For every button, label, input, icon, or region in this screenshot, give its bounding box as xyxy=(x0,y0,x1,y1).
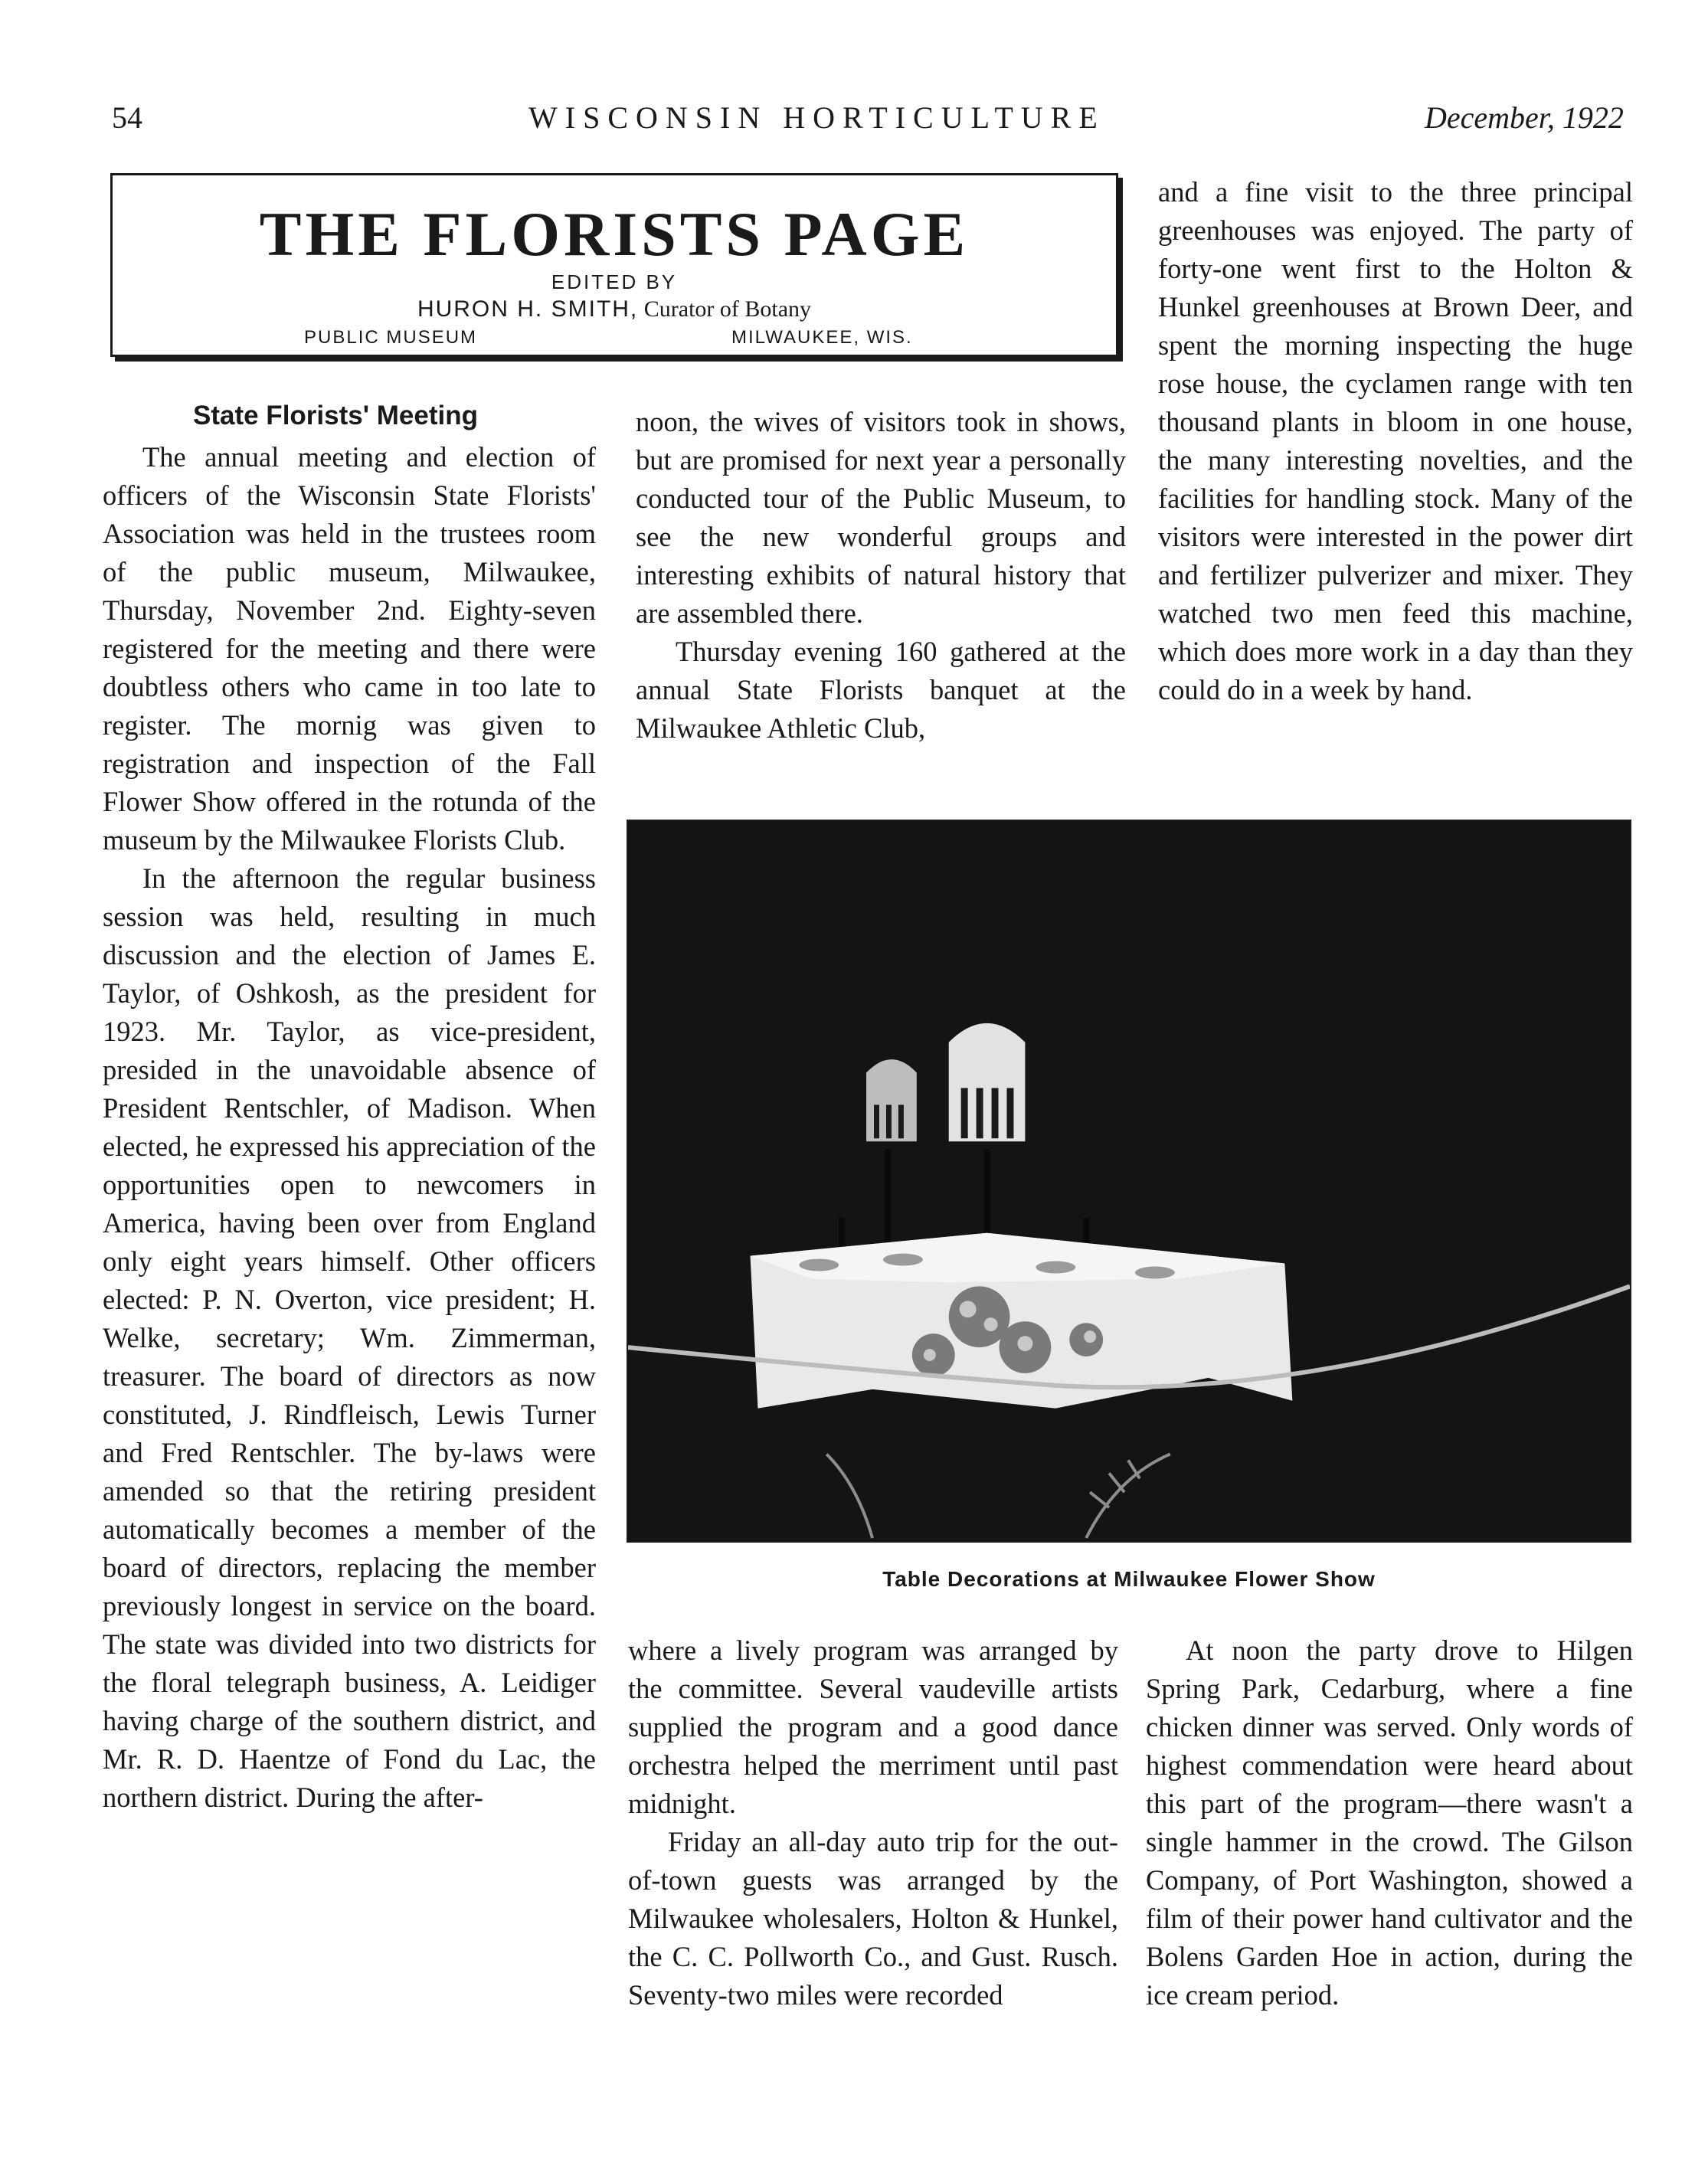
paragraph: Friday an all-day auto trip for the out-of-town guests was arranged by the Milwaukee wholesalers, Holton & Hunkel, the C. C. Pollworth Co., and Gust. Rusch. Seventy-two miles were recorded xyxy=(628,1826,1118,2011)
page-number: 54 xyxy=(112,100,142,135)
paragraph: and a fine visit to the three principal greenhouses was enjoyed. The party of forty-one went first to the Holton & Hunkel greenhouses at Brown Deer, and spent the morning inspecting the huge rose house, the cyclamen range with ten thousand plants in bloom in one house, the many interesting novelties, and the facilities for handling stock. Many of the visitors were interested in the power dirt and fertilizer pulverizer and mixer. They watched two men feed this machine, which does more work in a day than they could do in a week by hand. xyxy=(1158,176,1633,705)
paragraph: Thursday evening 160 gathered at the annual State Florists banquet at the Milwaukee Athletic Club, xyxy=(636,636,1126,744)
masthead-box xyxy=(110,173,1118,357)
paragraph: In the afternoon the regular business session was held, resulting in much discussion and the election of James E. Taylor, of Oshkosh, as the president for 1923. Mr. Taylor, as vice-president, presided in the unavoidable absence of President Rentschler, of Madison. When elected, he expressed his appreciation of the opportunities open to newcomers in America, having been over from England only eight years himself. Other officers elected: P. N. Overton, vice president; H. Welke, secretary; Wm. Zimmerman, treasurer. The board of directors as now constituted, J. Rindfleisch, Lewis Turner and Fred Rentschler. The by-laws were amended so that the retiring president automatically becomes a member of the board of directors, replacing the member previously longest in service on the board. The state was divided into two districts for the floral telegraph business, A. Leidiger having charge of the southern district, and Mr. R. D. Haentze of Fond du Lac, the northern district. During the after- xyxy=(103,862,596,1813)
institution: PUBLIC MUSEUM xyxy=(304,327,478,348)
lantern-right xyxy=(949,1023,1026,1141)
edited-by-label: EDITED BY xyxy=(551,270,678,293)
paragraph: noon, the wives of visitors took in shows, but are promised for next year a personally conducted tour of the Public Museum, to see the new wonderful groups and interesting exhibits of natural history that are assembled there. xyxy=(636,406,1126,629)
photo-illustration xyxy=(628,821,1630,1541)
lantern-left xyxy=(866,1059,917,1141)
paragraph: The annual meeting and election of officers of the Wisconsin State Florists' Association was held in the trustees room of the public museum, Milwaukee, Thursday, November 2nd. Eighty-seven registered for the meeting and there were doubtless others who came in too late to register. The mornig was given to registration and inspection of the Fall Flower Show offered in the rotunda of the museum by the Milwaukee Florists Club. xyxy=(103,441,596,856)
paragraph: At noon the party drove to Hilgen Spring Park, Cedarburg, where a fine chicken dinner was served. Only words of highest commendation were heard about this part of the program—there wasn't a single hammer in the crowd. The Gilson Company, of Port Washington, showed a film of their power hand cultivator and the Bolens Garden Hoe in action, during the ice cream period. xyxy=(1146,1635,1633,2011)
column-5 xyxy=(1146,1631,1633,2014)
table-decoration-photo xyxy=(627,820,1631,1543)
column-1 xyxy=(103,397,596,1817)
journal-title: WISCONSIN HORTICULTURE xyxy=(528,100,1105,135)
issue-date: December, 1922 xyxy=(1425,100,1624,135)
column-2 xyxy=(636,403,1126,748)
editor-name: HURON H. SMITH, xyxy=(417,296,639,322)
editor-role: Curator of Botany xyxy=(643,296,812,322)
article-subheading: State Florists' Meeting xyxy=(193,401,478,430)
paragraph: where a lively program was arranged by the committee. Several vaudeville artists supplied the program and a good dance orchestra helped the merriment until past midnight. xyxy=(628,1635,1118,1819)
editor-line xyxy=(113,296,1116,322)
photo-caption: Table Decorations at Milwaukee Flower Show xyxy=(882,1567,1376,1591)
location: MILWAUKEE, WIS. xyxy=(731,327,913,348)
page-title: THE FLORISTS PAGE xyxy=(259,199,970,269)
column-4 xyxy=(628,1631,1118,2014)
column-3 xyxy=(1158,173,1633,709)
